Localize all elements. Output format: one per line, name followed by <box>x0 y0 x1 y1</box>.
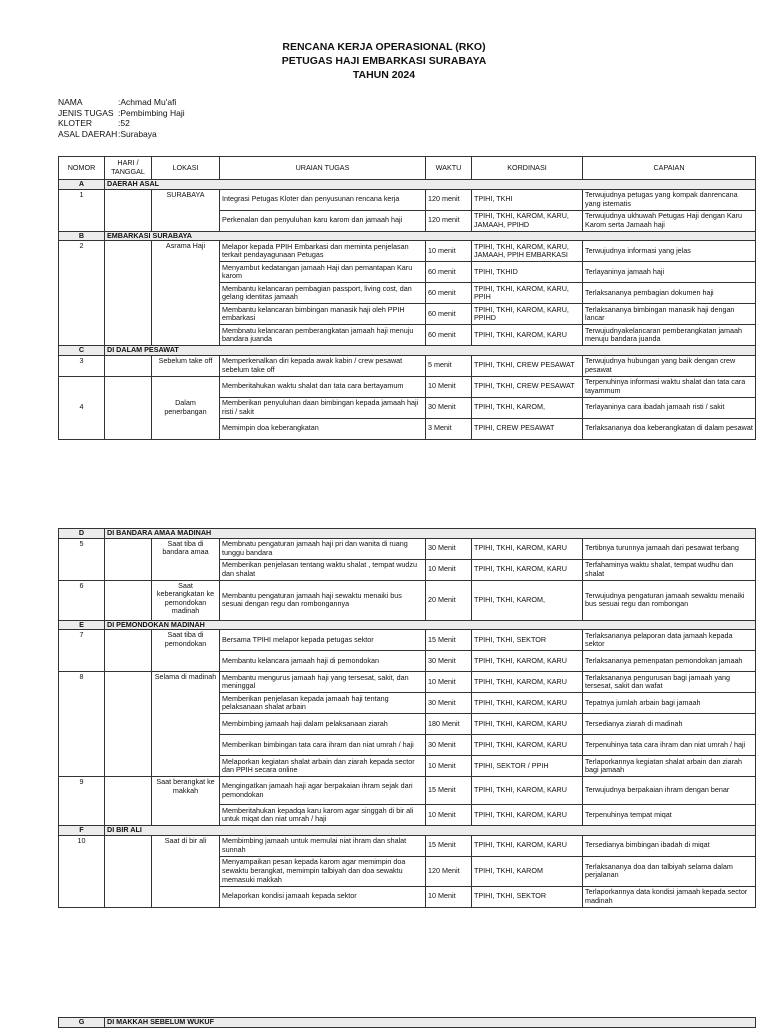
date-cell <box>105 538 152 580</box>
date-cell <box>105 376 152 439</box>
section-code: C <box>59 346 105 356</box>
section-row <box>59 1018 756 1028</box>
time-cell: 30 Menit <box>426 538 472 559</box>
column-header: LOKASI <box>152 157 220 180</box>
row-number: 5 <box>59 538 105 580</box>
table-row <box>59 355 756 376</box>
coordination-cell: TPIHI, TKHI, KAROM, KARU, JAMAAH, PPIHD <box>472 210 583 231</box>
location-cell: Saat keberangkatan ke pemondokan madinah <box>152 580 220 620</box>
row-number: 6 <box>59 580 105 620</box>
info-label: JENIS TUGAS <box>58 107 114 118</box>
achievement-cell: Terpenuhinya tata cara ihram dan niat umrah / haji <box>583 735 756 756</box>
task-cell: Memperkenalkan diri kepada awak kabin / crew pesawat sebelum take off <box>220 355 426 376</box>
coordination-cell: TPIHI, TKHI, KAROM, KARU, JAMAAH, PPIH EMBARKASI <box>472 241 583 262</box>
info-value: :Surabaya <box>118 128 157 139</box>
achievement-cell: Terlaksananya bimbingan manasik haji dengan lancar <box>583 304 756 325</box>
location-cell: Saat tiba di pemondokan <box>152 630 220 672</box>
time-cell: 10 Menit <box>426 376 472 397</box>
table-row <box>59 376 756 397</box>
coordination-cell: TPIHI, SEKTOR / PPIH <box>472 756 583 777</box>
location-cell: Selama di madinah <box>152 672 220 777</box>
table-row <box>59 538 756 559</box>
row-number: 10 <box>59 835 105 907</box>
section-code: D <box>59 529 105 539</box>
table-header-row <box>59 157 756 180</box>
time-cell: 60 menit <box>426 325 472 346</box>
task-cell: Menyambut kedatangan jamaah Haji dan pemantapan Karu karom <box>220 262 426 283</box>
table-row <box>59 630 756 651</box>
coordination-cell: TPIHI, TKHI, KAROM, KARU <box>472 325 583 346</box>
task-cell: Membimbing jamaah haji dalam pelaksanaan ziarah <box>220 714 426 735</box>
section-code: F <box>59 826 105 836</box>
section-row <box>59 346 756 356</box>
achievement-cell: Tertibnya turunnya jamaah dari pesawat terbang <box>583 538 756 559</box>
achievement-cell: Terlaksananya pelaporan data jamaah kepada sektor <box>583 630 756 651</box>
task-cell: Memberikan penyuluhan daan bimbingan kepada jamaah haji risti / sakit <box>220 397 426 418</box>
time-cell: 5 menit <box>426 355 472 376</box>
officer-info <box>58 97 185 139</box>
coordination-cell: TPIHI, TKHI, KAROM, KARU <box>472 651 583 672</box>
task-cell: Membimbing jamaah untuk memulai niat ihram dan shalat sunnah <box>220 835 426 856</box>
time-cell: 3 Menit <box>426 418 472 439</box>
table-row <box>59 580 756 620</box>
title-line-2: PETUGAS HAJI EMBARKASI SURABAYA <box>281 55 487 67</box>
column-header: KORDINASI <box>472 157 583 180</box>
achievement-cell: Terfahaminya waktu shalat, tempat wudhu dan shalat <box>583 559 756 580</box>
task-cell: Melaporkan kegiatan shalat arbain dan ziarah kepada sector dan PPIH secara online <box>220 756 426 777</box>
section-row <box>59 826 756 836</box>
location-cell: Saat berangkat ke makkah <box>152 777 220 826</box>
coordination-cell: TPIHI, TKHI, KAROM, KARU <box>472 693 583 714</box>
task-cell: Membantu kelancara jamaah haji di pemondokan <box>220 651 426 672</box>
achievement-cell: Terlayaninya jamaah haji <box>583 262 756 283</box>
time-cell: 120 menit <box>426 189 472 210</box>
date-cell <box>105 630 152 672</box>
task-cell: Memberitahukan kepadqa karu karom agar singgah di bir ali untuk miqat dan niat umrah / haji <box>220 805 426 826</box>
info-label: ASAL DAERAH <box>58 128 118 139</box>
task-cell: Memberikan penjelasan kepada jamaah haji tentang pelaksanaan shalat arbain <box>220 693 426 714</box>
date-cell <box>105 189 152 231</box>
column-header: WAKTU <box>426 157 472 180</box>
location-cell: Saat di bir ali <box>152 835 220 907</box>
time-cell: 10 Menit <box>426 559 472 580</box>
rko-table-page-1 <box>58 156 756 440</box>
task-cell: Membantu kelancaran pembagian passport, living cost, dan gelang identitas jamaah <box>220 283 426 304</box>
section-code: G <box>59 1018 105 1028</box>
row-number: 8 <box>59 672 105 777</box>
time-cell: 30 Menit <box>426 693 472 714</box>
section-title: DI MAKKAH SEBELUM WUKUF <box>105 1018 756 1028</box>
time-cell: 120 Menit <box>426 856 472 886</box>
table-row <box>59 241 756 262</box>
table-row <box>59 777 756 805</box>
time-cell: 60 menit <box>426 283 472 304</box>
time-cell: 60 menit <box>426 262 472 283</box>
achievement-cell: Terlaksananya doa dan talbiyah selama dalam perjalanan <box>583 856 756 886</box>
coordination-cell: TPIHI, TKHI, SEKTOR <box>472 886 583 907</box>
time-cell: 10 Menit <box>426 756 472 777</box>
rko-table-page-3 <box>58 1017 756 1028</box>
section-title: DI BANDARA AMAA MADINAH <box>105 529 756 539</box>
task-cell: Bersama TPIHI melapor kepada petugas sektor <box>220 630 426 651</box>
time-cell: 20 Menit <box>426 580 472 620</box>
info-label: NAMA <box>58 97 83 107</box>
achievement-cell: Terlaksananya doa keberangkatan di dalam pesawat <box>583 418 756 439</box>
section-title: DI PEMONDOKAN MADINAH <box>105 620 756 630</box>
date-cell <box>105 777 152 826</box>
task-cell: Memimpin doa keberangkatan <box>220 418 426 439</box>
coordination-cell: TPIHI, TKHI, KAROM <box>472 856 583 886</box>
date-cell <box>105 580 152 620</box>
coordination-cell: TPIHI, TKHI, KAROM, KARU <box>472 735 583 756</box>
time-cell: 60 menit <box>426 304 472 325</box>
table-row <box>59 189 756 210</box>
achievement-cell: Tepatnya jumlah arbain bagi jamaah <box>583 693 756 714</box>
time-cell: 30 Menit <box>426 735 472 756</box>
row-number: 9 <box>59 777 105 826</box>
achievement-cell: Terpenuhinya informasi waktu shalat dan tata cara tayammum <box>583 376 756 397</box>
coordination-cell: TPIHI, TKHI, KAROM, KARU <box>472 835 583 856</box>
achievement-cell: Terwujudnya informasi yang jelas <box>583 241 756 262</box>
task-cell: Memberikan bimbingan tata cara ihram dan niat umrah / haji <box>220 735 426 756</box>
info-value: :52 <box>118 118 130 128</box>
time-cell: 30 Menit <box>426 651 472 672</box>
coordination-cell: TPIHI, TKHI, KAROM, KARU <box>472 672 583 693</box>
info-value: :Achmad Mu'afi <box>118 97 177 107</box>
column-header: CAPAIAN <box>583 157 756 180</box>
info-label: KLOTER <box>58 118 93 128</box>
date-cell <box>105 241 152 346</box>
coordination-cell: TPIHI, TKHI, KAROM, KARU, PPIH <box>472 283 583 304</box>
coordination-cell: TPIHI, TKHI <box>472 189 583 210</box>
achievement-cell: Terlaksananya pembagian dokumen haji <box>583 283 756 304</box>
coordination-cell: TPIHI, TKHI, KAROM, KARU <box>472 538 583 559</box>
document-title-block <box>0 40 768 82</box>
time-cell: 120 menit <box>426 210 472 231</box>
time-cell: 180 Menit <box>426 714 472 735</box>
achievement-cell: Terlaporkannya kegiatan shalat arbain dan ziarah bagi jamaah <box>583 756 756 777</box>
task-cell: Membantu mengurus jamaah haji yang tersesat, sakit, dan meninggal <box>220 672 426 693</box>
time-cell: 10 Menit <box>426 805 472 826</box>
table-row <box>59 835 756 856</box>
section-code: A <box>59 180 105 190</box>
task-cell: Memberikan penjelasan tentang waktu shalat , tempat wudzu dan shalat <box>220 559 426 580</box>
coordination-cell: TPIHI, TKHI, SEKTOR <box>472 630 583 651</box>
task-cell: Membnatu pengaturan jamaah haji pri dan wanita di ruang tunggu bandara <box>220 538 426 559</box>
task-cell: Melaporkan kondisi jamaah kepada sektor <box>220 886 426 907</box>
section-row <box>59 231 756 241</box>
location-cell: Asrama Haji <box>152 241 220 346</box>
table-row <box>59 672 756 693</box>
time-cell: 10 menit <box>426 241 472 262</box>
title-line-3: TAHUN 2024 <box>352 69 416 81</box>
task-cell: Mengingatkan jamaah haji agar berpakaian ihram sejak dari pemondokan <box>220 777 426 805</box>
achievement-cell: Terlaksananya pengurusan bagi jamaah yang tersesat, sakit dan wafat <box>583 672 756 693</box>
time-cell: 15 Menit <box>426 777 472 805</box>
column-header: HARI / TANGGAL <box>105 157 152 180</box>
date-cell <box>105 355 152 376</box>
task-cell: Perkenalan dan penyuluhan karu karom dan jamaah haji <box>220 210 426 231</box>
time-cell: 10 Menit <box>426 672 472 693</box>
coordination-cell: TPIHI, TKHI, KAROM, KARU <box>472 777 583 805</box>
row-number: 1 <box>59 189 105 231</box>
task-cell: Integrasi Petugas Kloter dan penyusunan rencana kerja <box>220 189 426 210</box>
coordination-cell: TPIHI, TKHI, KAROM, <box>472 397 583 418</box>
achievement-cell: Terlayaninya cara ibadah jamaah risti / sakit <box>583 397 756 418</box>
info-value: :Pembimbing Haji <box>118 107 185 118</box>
coordination-cell: TPIHI, CREW PESAWAT <box>472 418 583 439</box>
section-title: DI BIR ALI <box>105 826 756 836</box>
achievement-cell: Terpenuhinya tempat miqat <box>583 805 756 826</box>
section-row <box>59 529 756 539</box>
task-cell: Memberitahukan waktu shalat dan tata cara bertayamum <box>220 376 426 397</box>
achievement-cell: Terwujudnya pengaturan jamaah sewaktu menaiki bus sesuai regu dan rombongan <box>583 580 756 620</box>
row-number: 7 <box>59 630 105 672</box>
row-number: 2 <box>59 241 105 346</box>
achievement-cell: Terlaporkannya data kondisi jamaah kepada sector madinah <box>583 886 756 907</box>
row-number: 4 <box>59 376 105 439</box>
achievement-cell: Terwujudnya berpakaian ihram dengan benar <box>583 777 756 805</box>
task-cell: Membantu pengaturan jamaah haji sewaktu menaiki bus sesuai dengan regu dan rombongannya <box>220 580 426 620</box>
column-header: URAIAN TUGAS <box>220 157 426 180</box>
coordination-cell: TPIHI, TKHI, KAROM, KARU <box>472 714 583 735</box>
location-cell: Sebelum take off <box>152 355 220 376</box>
section-row <box>59 180 756 190</box>
achievement-cell: Terlaksananya pemenpatan pemondokan jamaah <box>583 651 756 672</box>
coordination-cell: TPIHI, TKHID <box>472 262 583 283</box>
location-cell: Saat tiba di bandara amaa <box>152 538 220 580</box>
location-cell: SURABAYA <box>152 189 220 231</box>
coordination-cell: TPIHI, TKHI, CREW PESAWAT <box>472 376 583 397</box>
task-cell: Membantu kelancaran bimbingan manasik haji oleh PPIH embarkasi <box>220 304 426 325</box>
coordination-cell: TPIHI, TKHI, KAROM, KARU <box>472 805 583 826</box>
location-cell: Dalam penerbangan <box>152 376 220 439</box>
date-cell <box>105 835 152 907</box>
section-row <box>59 620 756 630</box>
achievement-cell: Terwujudnyakelancaran pemberangkatan jamaah menuju bandara juanda <box>583 325 756 346</box>
time-cell: 15 Menit <box>426 835 472 856</box>
column-header: NOMOR <box>59 157 105 180</box>
section-code: B <box>59 231 105 241</box>
coordination-cell: TPIHI, TKHI, KAROM, KARU <box>472 559 583 580</box>
task-cell: Melapor kepada PPIH Embarkasi dan meminta penjelasan terkait pendayagunaan Petugas <box>220 241 426 262</box>
achievement-cell: Terwujudnya hubungan yang baik dengan crew pesawat <box>583 355 756 376</box>
rko-table-page-2 <box>58 528 756 908</box>
achievement-cell: Tersedianya ziarah di madinah <box>583 714 756 735</box>
section-code: E <box>59 620 105 630</box>
title-line-1: RENCANA KERJA OPERASIONAL (RKO) <box>282 41 486 53</box>
row-number: 3 <box>59 355 105 376</box>
section-title: DAERAH ASAL <box>105 180 756 190</box>
achievement-cell: Tersedianya bimbingan ibadah di miqat <box>583 835 756 856</box>
time-cell: 10 Menit <box>426 886 472 907</box>
task-cell: Menyampaikan pesan kepada karom agar memimpin doa sewaktu berangkat, memimpin talbiyah dan doa sewaktu memasuki makkah <box>220 856 426 886</box>
coordination-cell: TPIHI, TKHI, CREW PESAWAT <box>472 355 583 376</box>
task-cell: Membnatu kelancaran pemberangkatan jamaah haji menuju bandara juanda <box>220 325 426 346</box>
achievement-cell: Terwujudnya petugas yang kompak danrencana yang istematis <box>583 189 756 210</box>
section-title: EMBARKASI SURABAYA <box>105 231 756 241</box>
coordination-cell: TPIHI, TKHI, KAROM, KARU, PPIHD <box>472 304 583 325</box>
section-title: DI DALAM PESAWAT <box>105 346 756 356</box>
coordination-cell: TPIHI, TKHI, KAROM, <box>472 580 583 620</box>
achievement-cell: Terwujudnya ukhuwah Petugas Haji dengan Karu Karom serta Jamaah haji <box>583 210 756 231</box>
time-cell: 15 Menit <box>426 630 472 651</box>
date-cell <box>105 672 152 777</box>
time-cell: 30 Menit <box>426 397 472 418</box>
